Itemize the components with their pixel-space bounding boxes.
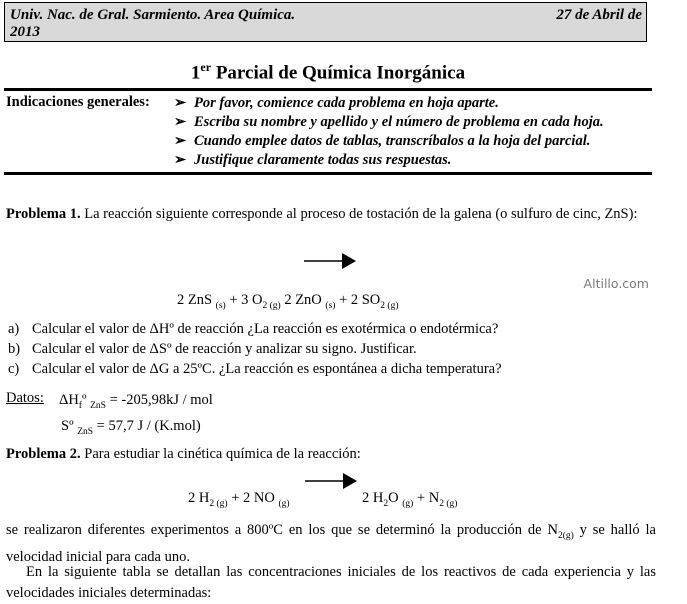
eq-sub: (g) (402, 498, 414, 509)
eq-term: + N (413, 490, 440, 506)
datos-sub: ZnS (77, 426, 94, 437)
date-year: 2013 (10, 24, 40, 40)
eq-term: 2 ZnS (177, 292, 216, 308)
eq-sub: 2 (383, 498, 389, 509)
list-item (174, 151, 604, 170)
indicacion-text: Escriba su nombre y apellido y el número de problema en cada hoja. (194, 114, 604, 130)
title-ordinal: er (200, 60, 212, 74)
list-item (174, 94, 604, 113)
problema2-paragraph-2: En la siguiente tabla se detallan las concentraciones iniciales de los reactivos de cada experiencia y las velocidades iniciales determinadas: (6, 564, 656, 601)
problema1-statement (6, 204, 656, 225)
top-rule (4, 88, 652, 91)
eq-sub: 2 (g) (439, 498, 458, 509)
p2-text: se realizaron diferentes experimentos a 800ºC en los que se determinó la producción de N (6, 522, 558, 538)
eq-term: 2 H (188, 490, 210, 506)
reaction-equation-2-right (362, 490, 457, 509)
datos-text: = 57,7 J / (K.mol) (93, 417, 201, 434)
p2-text: y se halló la velocidad inicial para cada uno. (6, 522, 656, 565)
problema1-heading: Problema 1. (6, 206, 81, 222)
list-item (8, 359, 502, 379)
question-label: b) (8, 341, 21, 357)
problema1-text: La reacción siguiente corresponde al proceso de tostación de la galena (o sulfuro de cinc, ZnS): (80, 206, 638, 222)
watermark: Altillo.com (583, 276, 649, 291)
arrow-bullet-icon: ➢ (174, 152, 187, 168)
indicacion-text: Cuando emplee datos de tablas, transcríbalos a la hoja del parcial. (194, 133, 591, 149)
p2-sub: 2(g) (557, 530, 574, 541)
problema2-paragraph-1 (6, 520, 656, 568)
page-title (0, 60, 656, 84)
eq-sub: 2 (g) (262, 300, 281, 311)
arrow-bullet-icon: ➢ (174, 95, 187, 111)
questions-list (8, 319, 502, 379)
datos-text: º (81, 392, 91, 408)
question-text: Calcular el valor de ΔSº de reacción y analizar su signo. Justificar. (32, 341, 417, 357)
datos-sub: f (78, 400, 82, 411)
eq-sub: 2 (g) (380, 300, 399, 311)
datos-sub: ZnS (90, 400, 106, 411)
header-box (4, 2, 647, 42)
eq-sub: 2 (g) (209, 498, 228, 509)
reaction-equation-2-left (188, 490, 290, 509)
indicacion-text: Por favor, comience cada problema en hoja aparte. (194, 95, 499, 111)
reaction-equation-1 (177, 292, 398, 311)
title-text: Parcial de Química Inorgánica (211, 62, 466, 84)
question-label: c) (8, 361, 20, 377)
bottom-rule (4, 172, 652, 175)
header-institution (10, 7, 340, 41)
problema2-heading: Problema 2. (6, 446, 81, 462)
eq-term: O (388, 490, 403, 506)
reaction-arrow-icon (304, 252, 356, 270)
title-number: 1 (190, 62, 201, 84)
eq-term: 2 ZnO (280, 292, 326, 308)
indicaciones-label: Indicaciones generales: (6, 94, 150, 110)
problema2-statement (6, 444, 656, 465)
reaction-arrow-icon (305, 472, 357, 490)
datos-text: Sº (61, 417, 78, 434)
eq-sub: (s) (215, 300, 226, 311)
arrow-bullet-icon: ➢ (174, 133, 187, 149)
question-text: Calcular el valor de ΔHº de reacción ¿La reacción es exotérmica o endotérmica? (32, 321, 499, 337)
question-label: a) (8, 321, 20, 337)
eq-term: 2 H (362, 490, 384, 506)
institution-text: Univ. Nac. de Gral. Sarmiento. Area Química. (10, 7, 296, 23)
eq-sub: (g) (278, 498, 290, 509)
arrow-bullet-icon: ➢ (174, 114, 187, 130)
eq-sub: (s) (325, 300, 336, 311)
list-item (8, 319, 502, 339)
header-date: 27 de Abril de (556, 7, 642, 23)
indicaciones-list (174, 94, 604, 170)
datos-text: ΔH (59, 392, 79, 408)
list-item (174, 113, 604, 132)
datos-line-1 (59, 390, 213, 416)
list-item (8, 339, 502, 359)
datos-text: = -205,98kJ / mol (105, 392, 213, 408)
datos-values (59, 390, 213, 442)
question-text: Calcular el valor de ΔG a 25ºC. ¿La reacción es espontánea a dicha temperatura? (32, 361, 502, 377)
eq-term: + 2 NO (227, 490, 279, 506)
problema2-text: Para estudiar la cinética química de la reacción: (80, 446, 361, 462)
list-item (174, 132, 604, 151)
eq-term: + 2 SO (335, 292, 381, 308)
datos-label: Datos: (6, 390, 44, 406)
indicacion-text: Justifique claramente todas sus respuestas. (194, 152, 452, 168)
datos-line-2 (59, 416, 213, 442)
eq-term: + 3 O (225, 292, 263, 308)
